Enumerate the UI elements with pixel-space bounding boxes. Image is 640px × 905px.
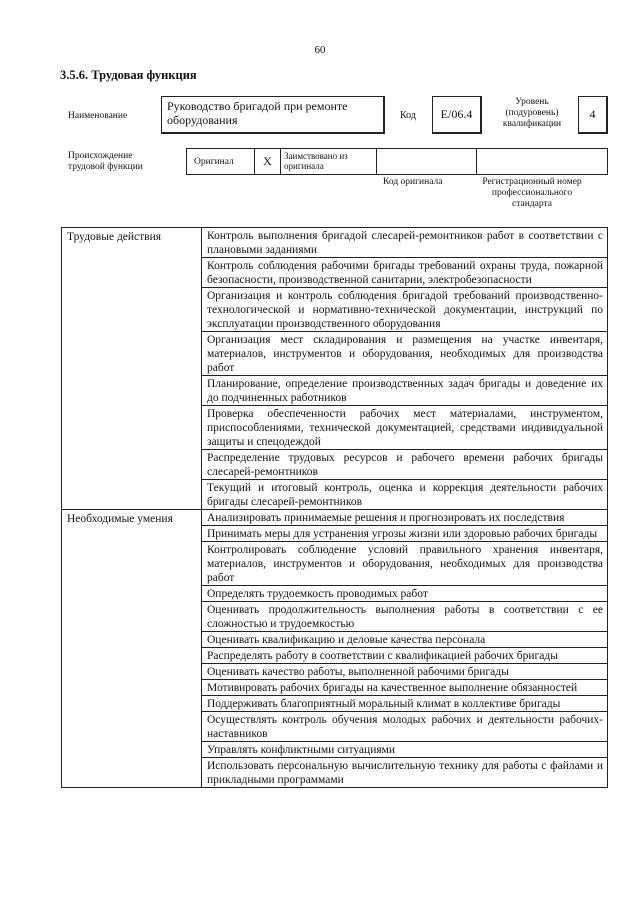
item-cell: Определять трудоемкость проводимых работ (202, 586, 608, 602)
item-cell: Анализировать принимаемые решения и прогнозировать их последствия (202, 510, 608, 526)
item-cell: Планирование, определение производственных задач бригады и доведение их до подчиненных работников (202, 376, 608, 406)
code-label: Код (400, 110, 416, 121)
item-cell: Мотивировать рабочих бригады на качественное выполнение обязанностей (202, 680, 608, 696)
function-name-field: Руководство бригадой при ремонте оборудования (161, 96, 385, 134)
code-original-field (377, 149, 477, 174)
item-cell: Распределять работу в соответствии с квалификацией рабочих бригады (202, 648, 608, 664)
original-mark: X (255, 149, 281, 174)
item-cell: Управлять конфликтными ситуациями (202, 742, 608, 758)
original-label: Оригинал (187, 149, 255, 174)
function-code-field: E/06.4 (432, 96, 482, 134)
qualification-level-field: 4 (578, 96, 608, 134)
origin-table (186, 148, 608, 175)
item-cell: Организация и контроль соблюдения бригадой требований производственно-технологической и нормативно-технической документации, инструкций по эксплуатации производственного оборудования (202, 288, 608, 332)
item-cell: Осуществлять контроль обучения молодых рабочих и деятельности рабочих-наставников (202, 712, 608, 742)
labor-function-table (61, 227, 608, 788)
item-cell: Организация мест складирования и размещения на участке инвентаря, материалов, инструментов и оборудования, необходимых для производства работ (202, 332, 608, 376)
borrowed-label: Заимствовано из оригинала (281, 149, 377, 174)
item-cell: Контроль выполнения бригадой слесарей-ремонтников работ в соответствии с плановыми заданиями (202, 228, 608, 258)
name-label: Наименование (68, 111, 128, 121)
item-cell: Поддерживать благоприятный моральный климат в коллективе бригады (202, 696, 608, 712)
category-cell: Необходимые умения (62, 510, 202, 788)
origin-label: Происхождение трудовой функции (68, 151, 143, 172)
code-original-label: Код оригинала (383, 177, 443, 187)
item-cell: Использовать персональную вычислительную технику для работы с файлами и прикладными программами (202, 758, 608, 788)
table-row (62, 510, 608, 526)
qualification-level-label: Уровень (подуровень) квалификации (502, 97, 562, 129)
reg-number-label: Регистрационный номер профессионального стандарта (482, 177, 582, 209)
item-cell: Оценивать качество работы, выполненной рабочими бригады (202, 664, 608, 680)
reg-number-field (477, 149, 607, 174)
item-cell: Оценивать квалификацию и деловые качества персонала (202, 632, 608, 648)
item-cell: Распределение трудовых ресурсов и рабочего времени рабочих бригады слесарей-ремонтников (202, 450, 608, 480)
item-cell: Оценивать продолжительность выполнения работы в соответствии с ее сложностью и трудоемкостью (202, 602, 608, 632)
table-row (62, 228, 608, 258)
item-cell: Проверка обеспеченности рабочих мест материалами, инструментом, приспособлениями, технической документацией, средствами индивидуальной защиты и спецодеждой (202, 406, 608, 450)
category-cell: Трудовые действия (62, 228, 202, 510)
item-cell: Контролировать соблюдение условий правильного хранения инвентаря, материалов, инструментов и оборудования, необходимых для производства работ (202, 542, 608, 586)
section-title: 3.5.6. Трудовая функция (60, 68, 197, 82)
page-number: 60 (314, 44, 326, 56)
item-cell: Текущий и итоговый контроль, оценка и коррекция деятельности рабочих бригады слесарей-ремонтников (202, 480, 608, 510)
item-cell: Принимать меры для устранения угрозы жизни или здоровью рабочих бригады (202, 526, 608, 542)
item-cell: Контроль соблюдения рабочими бригады требований охраны труда, пожарной безопасности, производственной санитарии, электробезопасности (202, 258, 608, 288)
